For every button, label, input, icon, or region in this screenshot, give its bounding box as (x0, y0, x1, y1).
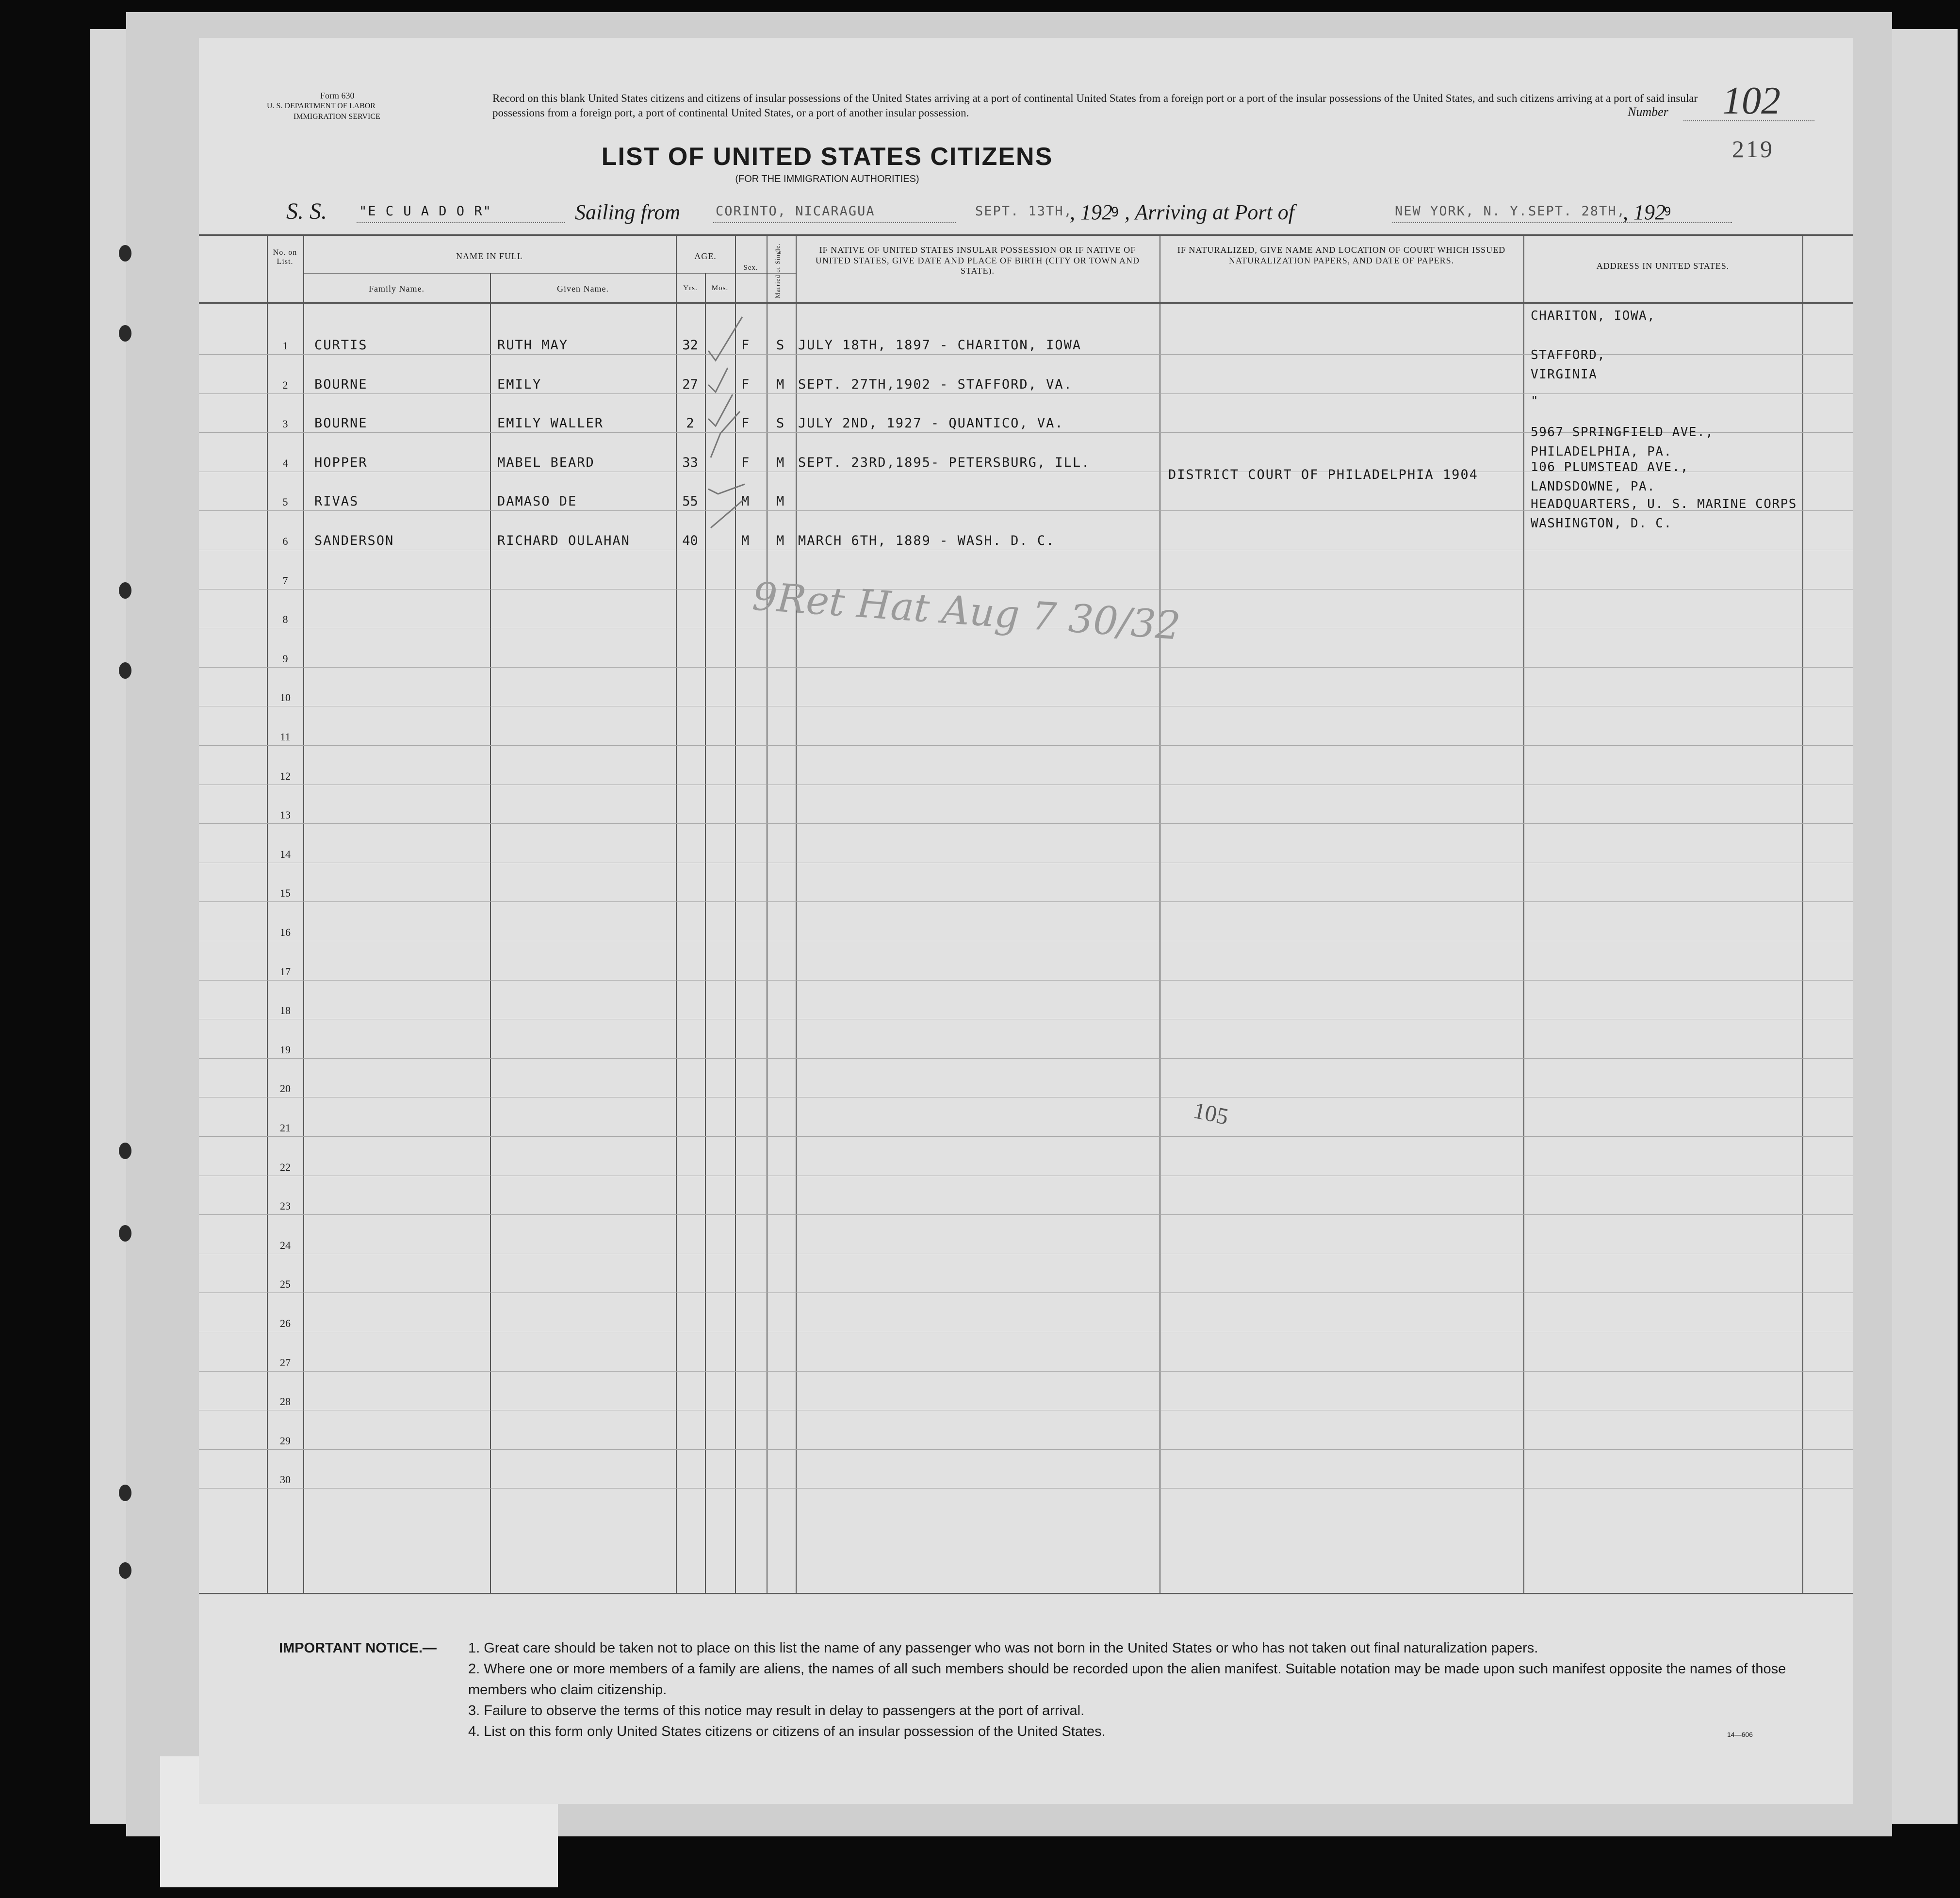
binding-hole (119, 1485, 131, 1501)
form-instructions: Record on this blank United States citizens and citizens of insular possessions of the United States arriving at a port of continental United States from a foreign port or a port of the insular possessions of the United States, and such citizens arriving at a port of said insular possessions from a foreign port, a port of continental United States, or a port of another insular possession. (492, 92, 1698, 119)
binding-hole (119, 1143, 131, 1159)
row-number: 27 (280, 1356, 291, 1369)
row-rule (199, 1488, 1853, 1489)
ship-name: "E C U A D O R" (359, 204, 492, 219)
row-number: 10 (280, 691, 291, 704)
row-rule (199, 980, 1853, 981)
passenger-family-name: SANDERSON (314, 533, 394, 548)
passenger-birth-info: JULY 2ND, 1927 - QUANTICO, VA. (798, 416, 1064, 431)
row-number: 1 (282, 340, 288, 352)
passenger-address-line: LANDSDOWNE, PA. (1531, 479, 1656, 494)
arriving-year-prefix: , 192 (1623, 200, 1666, 224)
notice-form-code: 14—606 (1727, 1731, 1753, 1738)
stamp-number: 219 (1732, 135, 1774, 163)
passenger-birth-info: SEPT. 23RD,1895- PETERSBURG, ILL. (798, 455, 1091, 470)
table-top-rule (199, 234, 1853, 236)
sailing-label: Sailing from (575, 200, 681, 224)
row-number: 19 (280, 1043, 291, 1056)
col-header-age: AGE. (694, 251, 717, 261)
arriving-port: NEW YORK, N. Y. (1395, 204, 1528, 219)
row-rule (199, 823, 1853, 824)
passenger-given-name: EMILY (497, 376, 542, 392)
passenger-marital-status: M (776, 494, 785, 509)
passenger-address-line: STAFFORD, (1531, 347, 1606, 362)
col-header-naturalized: IF NATURALIZED, GIVE NAME AND LOCATION OF COURT WHICH ISSUED NATURALIZATION PAPERS, AND DATE OF PAPERS. (1177, 245, 1506, 265)
row-number: 28 (280, 1395, 291, 1408)
check-mark-icon (708, 317, 742, 360)
passenger-marital-status: M (776, 533, 785, 548)
row-number: 5 (282, 496, 288, 508)
row-number: 20 (280, 1082, 291, 1095)
passenger-address-line: VIRGINIA (1531, 367, 1598, 382)
sailing-year-prefix: , 192 (1070, 200, 1112, 224)
row-rule (199, 1214, 1853, 1215)
passenger-marital-status: S (776, 416, 785, 431)
sailing-from: CORINTO, NICARAGUA (716, 204, 875, 219)
row-number: 18 (280, 1004, 291, 1017)
passenger-address-line: CHARITON, IOWA, (1531, 309, 1656, 323)
passenger-family-name: HOPPER (314, 455, 368, 470)
passenger-given-name: DAMASO DE (497, 494, 577, 509)
page-subtitle: (FOR THE IMMIGRATION AUTHORITIES) (735, 174, 919, 184)
binding-hole (119, 662, 131, 679)
ship-underline (357, 222, 565, 223)
col-header-address: ADDRESS IN UNITED STATES. (1596, 261, 1730, 271)
passenger-family-name: CURTIS (314, 338, 368, 353)
row-number: 14 (280, 848, 291, 860)
passenger-age-years: 27 (682, 376, 698, 392)
row-number: 16 (280, 926, 291, 938)
passenger-marital-status: S (776, 338, 785, 353)
row-rule (199, 1371, 1853, 1372)
row-number: 23 (280, 1200, 291, 1212)
passenger-sex: F (741, 455, 751, 470)
row-number: 11 (280, 731, 291, 743)
passenger-sex: F (741, 376, 751, 392)
passenger-age-years: 33 (682, 455, 698, 470)
row-number: 12 (280, 769, 291, 782)
row-number: 6 (282, 535, 288, 547)
binding-hole (119, 582, 131, 599)
col-header-family-name: Family Name. (369, 284, 425, 294)
row-number: 24 (280, 1239, 291, 1251)
number-value: 102 (1722, 80, 1780, 122)
notice-item: 1. Great care should be taken not to place on this list the name of any passenger who was not born in the United States or who has not taken out final naturalization papers. (468, 1640, 1538, 1656)
col-header-sex: Sex. (743, 264, 758, 272)
notice-item: 2. Where one or more members of a family are aliens, the names of all such members should be recorded upon the alien manifest. Suitable notation may be made upon such manifest opposite the names of those members who claim citizenship. (468, 1661, 1786, 1698)
notice-item: 4. List on this form only United States citizens or citizens of an insular possession of the United States. (468, 1724, 1106, 1739)
row-rule (199, 667, 1853, 668)
passenger-age-years: 40 (682, 533, 698, 548)
col-header-mos: Mos. (711, 284, 729, 292)
row-number: 26 (280, 1317, 291, 1329)
passenger-given-name: RICHARD OULAHAN (497, 533, 630, 548)
passenger-birth-info: JULY 18TH, 1897 - CHARITON, IOWA (798, 338, 1082, 353)
passenger-age-years: 2 (686, 416, 694, 431)
sailing-year-suffix: 9 (1111, 205, 1120, 220)
row-number: 7 (282, 574, 288, 587)
sailing-from-underline (713, 222, 956, 223)
notice-heading: IMPORTANT NOTICE.— (279, 1640, 437, 1656)
department-name: U. S. DEPARTMENT OF LABOR (267, 102, 376, 110)
binding-hole (119, 325, 131, 342)
check-mark-icon (708, 484, 745, 494)
col-header-no: No. on List. (273, 248, 297, 266)
name-split-rule (303, 273, 796, 274)
passenger-birth-info: SEPT. 27TH,1902 - STAFFORD, VA. (798, 376, 1073, 392)
passenger-family-name: BOURNE (314, 376, 368, 392)
row-number: 15 (280, 887, 291, 900)
passenger-given-name: RUTH MAY (497, 338, 569, 353)
row-number: 22 (280, 1161, 291, 1173)
check-marks (699, 312, 762, 555)
number-label: Number (1628, 105, 1668, 119)
handwritten-note: 9Ret Hat Aug 7 30/32 (751, 573, 1182, 649)
arriving-date: SEPT. 28TH, (1528, 204, 1626, 219)
form-number: Form 630 (320, 91, 355, 100)
row-rule (199, 1136, 1853, 1137)
check-mark-icon (708, 394, 733, 426)
check-mark-icon (711, 411, 740, 458)
passenger-marital-status: M (776, 376, 785, 392)
passenger-sex: F (741, 416, 751, 431)
passenger-sex: F (741, 338, 751, 353)
row-number: 17 (280, 965, 291, 978)
notice-item: 3. Failure to observe the terms of this notice may result in delay to passengers at the port of arrival. (468, 1703, 1085, 1718)
passenger-sex: M (741, 533, 751, 548)
col-header-name-in-full: NAME IN FULL (456, 251, 523, 261)
row-rule (199, 1058, 1853, 1059)
row-number: 4 (282, 457, 288, 469)
service-name: IMMIGRATION SERVICE (294, 113, 380, 121)
manifest-table (199, 234, 1853, 1615)
passenger-address-line: " (1531, 394, 1539, 409)
sailing-date: SEPT. 13TH, (975, 204, 1073, 219)
col-header-married: Married or Single. (774, 243, 781, 298)
binding-hole (119, 1562, 131, 1579)
manifest-page (199, 38, 1853, 1804)
passenger-address-line: HEADQUARTERS, U. S. MARINE CORPS (1531, 497, 1797, 511)
row-rule (199, 901, 1853, 902)
passenger-entries (199, 304, 1853, 595)
passenger-family-name: BOURNE (314, 416, 368, 431)
passenger-birth-info: MARCH 6TH, 1889 - WASH. D. C. (798, 533, 1055, 548)
row-number: 2 (282, 378, 288, 391)
row-number: 21 (280, 1122, 291, 1134)
passenger-age-years: 55 (682, 494, 698, 509)
passenger-given-name: EMILY WALLER (497, 416, 604, 431)
row-number: 30 (280, 1473, 291, 1486)
row-rule (199, 745, 1853, 746)
binding-hole (119, 245, 131, 262)
check-mark-icon (711, 499, 745, 528)
row-number: 8 (282, 613, 288, 626)
passenger-marital-status: M (776, 455, 785, 470)
col-header-given-name: Given Name. (557, 284, 609, 294)
passenger-age-years: 32 (682, 338, 698, 353)
passenger-given-name: MABEL BEARD (497, 455, 595, 470)
row-number: 13 (280, 809, 291, 821)
page-stamp: 105 (1191, 1097, 1231, 1130)
row-rule (199, 1449, 1853, 1450)
arriving-underline (1392, 222, 1732, 223)
passenger-family-name: RIVAS (314, 494, 359, 509)
table-bottom-rule (199, 1593, 1853, 1594)
page-title: LIST OF UNITED STATES CITIZENS (601, 143, 1053, 171)
col-header-yrs: Yrs. (683, 284, 698, 292)
passenger-naturalization: DISTRICT COURT OF PHILADELPHIA 1904 (1168, 467, 1478, 483)
row-number: 25 (280, 1278, 291, 1291)
row-number: 3 (282, 418, 288, 430)
passenger-address-line: PHILADELPHIA, PA. (1531, 444, 1672, 459)
ss-label: S. S. (286, 198, 327, 224)
col-header-birth: IF NATIVE OF UNITED STATES INSULAR POSSESSION OR IF NATIVE OF UNITED STATES, GIVE DATE AND PLACE OF BIRTH (CITY OR TOWN AND STATE). (815, 245, 1140, 276)
row-number: 29 (280, 1434, 291, 1447)
passenger-address-line: 106 PLUMSTEAD AVE., (1531, 460, 1689, 475)
arriving-year-suffix: 9 (1664, 205, 1672, 218)
row-number: 9 (282, 652, 288, 665)
passenger-address-line: 5967 SPRINGFIELD AVE., (1531, 425, 1714, 440)
voyage-line (286, 198, 1839, 227)
passenger-address-line: WASHINGTON, D. C. (1531, 516, 1672, 531)
passenger-sex: M (741, 494, 751, 509)
check-mark-icon (708, 368, 728, 392)
binding-hole (119, 1225, 131, 1242)
arriving-label: , Arriving at Port of (1125, 200, 1294, 224)
